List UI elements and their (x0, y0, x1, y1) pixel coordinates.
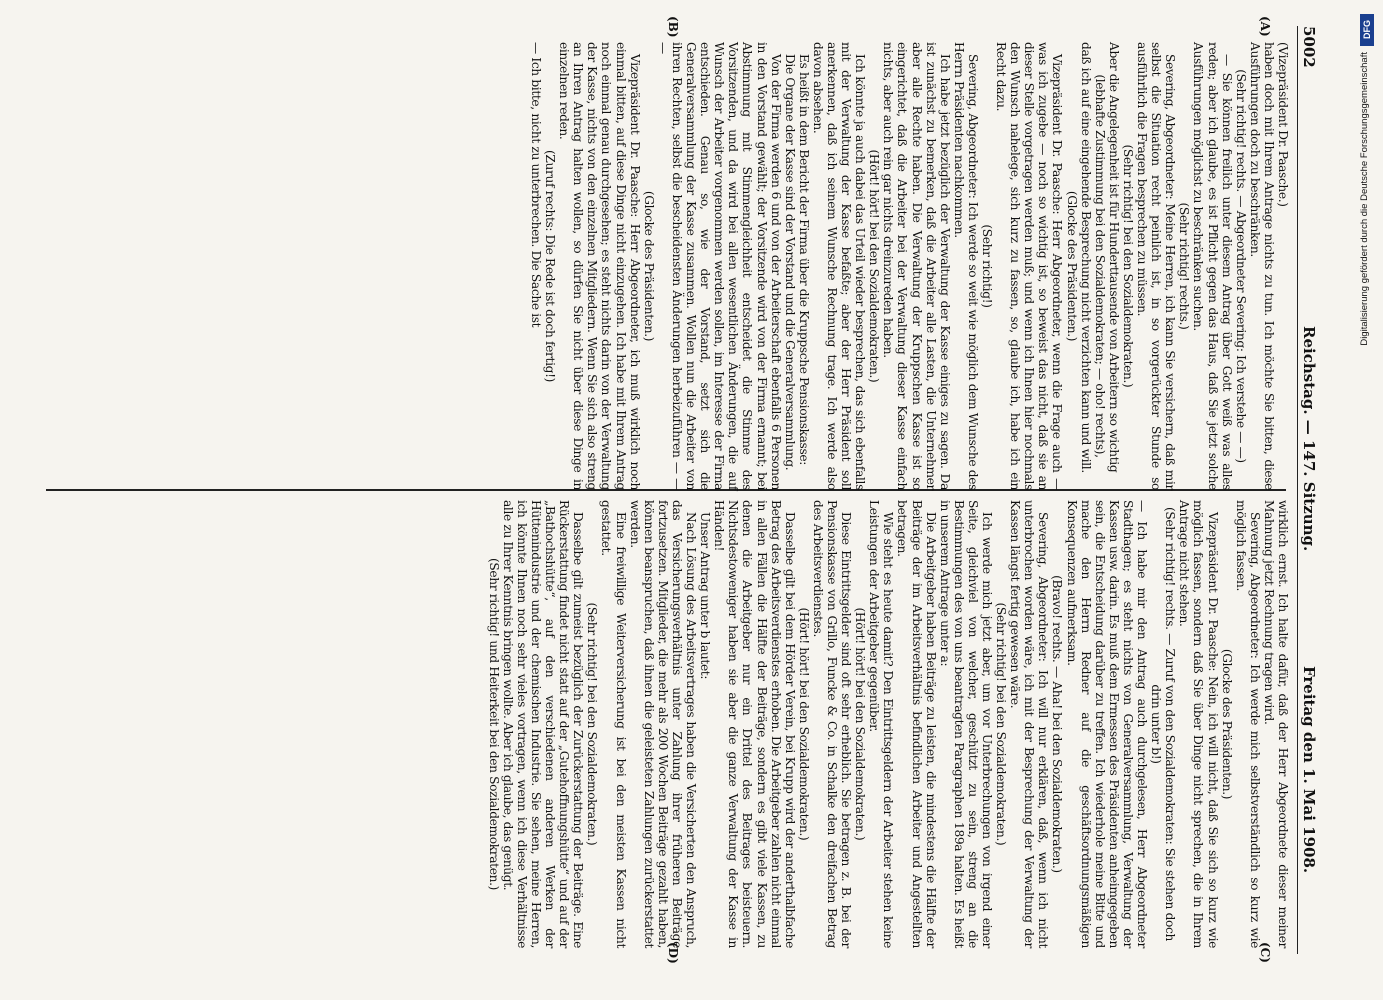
document-page (20, 16, 1320, 964)
paragraph: Von der Firma werden 6 und von der Arbeiterschaft ebenfalls 6 Personen in den Vorstand gewählt; der Vorsitzende wird von der Firma ernannt; bei Abstimmung mit Stimmengleichheit entscheidet die Stimme des Vorsitzenden, und da wird bei allen wesentlichen Änderungen, die auf Wunsch der Arbeiter vorgenommen werden sollen, im Interesse der Firma entschieden. Genau so, wie der Vorstand, setzt sich die Generalversammlung der Kasse zusammen. Wollen nun die Arbeiter von ihren Rechten, selbst die bescheidensten Änderungen herbeizuführen — — — (655, 42, 783, 490)
paragraph: — Ich bitte, nicht zu unterbrechen. Die Sache ist (529, 42, 544, 328)
paragraph: — Sie können freilich unter diesem Antrag über Gott weiß was alles reden; aber ich glaube, es ist Pflicht gegen das Haus, daß Sie jetzt solche Ausführungen möglichst zu beschränken suchen. (1191, 42, 1234, 490)
paragraph: Nach Lösung des Arbeitsvertrages haben die Versicherten den Anspruch, das Versicherungsverhältnis unter Zahlung ihrer früheren Beiträge fortzusetzen. Mitglieder, die mehr als 200 Wochen Beiträge gezahlt haben, können beanspruchen, daß ihnen die geleisteten Zahlungen zurückerstattet werden. (627, 500, 699, 948)
paragraph: — Ich habe mir den Antrag auch durchgelesen, Herr Abgeordneter Stadthagen; es steht nichts von Generalversammlung, Verwaltung der Kassen usw. darin. Es muß dem Ermessen des Präsidenten anheimgegeben sein, die Entscheidung darüber zu treffen. Ich wiederhole meine Bitte und mache den Herrn Redner auf die geschäftsordnungsmäßigen Konsequenzen aufmerksam. (1064, 500, 1150, 948)
paragraph: (Vizepräsident Dr. Paasche.) (1276, 42, 1290, 207)
right-column (487, 500, 1290, 948)
paragraph: (Hört! hört! bei den Sozialdemokraten.) (796, 607, 811, 841)
paragraph: (lebhafte Zustimmung bei den Sozialdemokraten; — oho! rechts), (1092, 74, 1107, 458)
watermark-text: Digitalisierung gefördert durch die Deutsche Forschungsgemeinschaft (1359, 52, 1370, 346)
paragraph: Ich habe jetzt bezüglich der Verwaltung der Kasse einiges zu sagen. Da ist zunächst zu bemerken, daß die Arbeiter alle Lasten, die Unternehmer aber alle Rechte haben. Die Verwaltung der Kruppschen Kasse ist so eingerichtet, daß die Arbeiter bei der Verwaltung dieser Kasse einfach nichts, aber auch rein gar nichts dreinzureden haben. (881, 42, 952, 490)
paragraph: Vizepräsident Dr. Paasche: Herr Abgeordneter, wenn die Frage auch — was ich zugebe — noch so wichtig ist, so beweist das nicht, daß sie an dieser Stelle vorgetragen werden muß; und wenn ich Ihnen hier nochmals den Wunsch nahelege, sich kurz zu fassen, so, glaube ich, habe ich ein Recht dazu. (994, 42, 1065, 490)
page-number: 5002 (1300, 26, 1318, 68)
paragraph: (Sehr richtig! rechts.) (1177, 202, 1192, 330)
margin-marker-c: (C) (1258, 942, 1272, 963)
paragraph: (Hört! hört! bei den Sozialdemokraten.) (867, 149, 882, 383)
paragraph: (Glocke des Präsidenten.) (1064, 190, 1079, 342)
paragraph: Die Organe der Kasse sind der Vorstand und die Generalversammlung. (782, 54, 797, 471)
paragraph: Severing, Abgeordneter: Meine Herren, ich kann Sie versichern, daß mir selbst die Situation recht peinlich ist, in so vorgerückter Stunde so ausführlich die Fragen besprechen zu müssen. (1135, 42, 1178, 490)
paragraph: (Sehr richtig! bei den Sozialdemokraten.) (1120, 144, 1135, 388)
paragraph: Severing, Abgeordneter: Ich will nur erklären, daß, wenn ich nicht unterbrochen worden wäre, ich mit der Besprechung der Verwaltung der Kassen längst fertig gewesen wäre. (1008, 500, 1051, 948)
paragraph: Diese Eintrittsgelder sind oft sehr erheblich. Sie betragen z. B. bei der Pensionskasse von Grillo, Funcke & Co. in Schalke den dreifachen Betrag des Arbeitsverdienstes. (810, 500, 854, 948)
margin-marker-b: (B) (666, 16, 680, 38)
paragraph: (Sehr richtig! rechts. — Abgeordneter Severing: Ich verstehe — —) (1233, 69, 1248, 463)
session-date: Freitag den 1. Mai 1908. (1300, 666, 1318, 874)
margin-marker-a: (A) (1258, 16, 1272, 37)
dfg-logo: DFG (1360, 14, 1374, 46)
paragraph: Dasselbe gilt zumeist bezüglich der Zurückerstattung der Beiträge. Eine Rückerstattung findet nicht statt auf der „Gutehoffnungshütte“ und auf der „Bathochshütte“, auf den verschiedenen anderen Werken der Hüttenindustrie und der chemischen Industrie. Sie sehen, meine Herren, ich könnte Ihnen noch sehr vieles vortragen, wenn ich diese Verhältnisse alle zu Ihrer Kenntnis bringen wollte. Aber ich glaube, das genügt. (500, 500, 586, 948)
paragraph: (Bravo! rechts. — Aha! bei den Sozialdemokraten.) (1050, 575, 1065, 873)
paragraph: Wie steht es heute damit? Den Eintrittsgeldern der Arbeiter stehen keine Leistungen der Arbeitgeber gegenüber. (867, 500, 896, 948)
paragraph: Eine freiwillige Weiterversicherung ist bei den meisten Kassen nicht gestattet. (599, 500, 628, 948)
session-title: Reichstag. — 147. Sitzung. (1300, 326, 1318, 552)
paragraph: Severing, Abgeordneter: Ich werde mich selbstverständlich so kurz wie möglich fassen. (1233, 500, 1262, 948)
paragraph: (Sehr richtig!) (980, 224, 995, 308)
left-column (529, 42, 1290, 490)
digitization-watermark (1354, 8, 1380, 968)
margin-marker-d: (D) (666, 942, 680, 964)
paragraph: Aber die Angelegenheit ist für Hunderttausende von Arbeitern so wichtig (1106, 42, 1121, 473)
paragraph: (Hört! hört! bei den Sozialdemokraten.) (853, 607, 868, 841)
paragraph: (Glocke des Präsidenten.) (1219, 648, 1234, 800)
paragraph: Severing, Abgeordneter: Ich werde so weit wie möglich dem Wunsche des Herrn Präsidenten nachkommen. (951, 42, 980, 490)
paragraph: haben doch mit Ihrem Antrage nichts zu tun. Ich möchte Sie bitten, diese Ausführungen doch zu beschränken. (1247, 42, 1276, 490)
paragraph: Es heißt in dem Bericht der Firma über die Kruppsche Pensionskasse: (796, 54, 811, 465)
paragraph: Vizepräsident Dr. Paasche: Herr Abgeordneter, ich muß wirklich noch einmal bitten, auf diese Dinge nicht einzugehen. Ich habe mit Ihrem Antrag noch einmal genau durchgesehen; es steht nichts darin von der Verwaltung der Kasse, nichts von den einzelnen Mitgliedern. Wenn Sie sich also streng an Ihren Antrag halten wollen, so dürfen Sie nicht über diese Dinge in einzelnen reden. (557, 42, 642, 490)
paragraph: Dasselbe gilt bei dem Hörder Verein, bei Krupp wird der anderthalbfache Betrag des Arbeitsverdienstes erhoben. Die Arbeitgeber zahlen nicht einmal in allen Fällen die Hälfte der Beiträge, sondern es gibt viele Kassen, zu denen die Arbeitgeber nur ein Drittel des Beitrages beisteuern. Nichtsdestoweniger haben sie aber die ganze Verwaltung der Kasse in Händen! (712, 500, 797, 948)
paragraph: Die Arbeitgeber haben Beiträge zu leisten, die mindestens die Hälfte der Beiträge der im Arbeitsverhältnis befindlichen Arbeiter und Angestellten betragen. (895, 500, 938, 948)
paragraph: Unser Antrag unter b lautet: (698, 512, 713, 680)
paragraph: (Sehr richtig! rechts. — Zuruf von den Sozialdemokraten: Sie stehen doch drin unter b!) (1149, 507, 1178, 941)
paragraph: Vizepräsident Dr. Paasche: Nein, ich will nicht, daß Sie sich so kurz wie möglich fassen, sondern daß Sie über Dinge nicht sprechen, die in Ihrem Antrage nicht stehen. (1177, 500, 1220, 948)
page-header (1297, 26, 1320, 954)
paragraph: (Zuruf rechts: Die Rede ist doch fertig!) (543, 149, 558, 383)
paragraph: (Sehr richtig! und Heiterkeit bei den Sozialdemokraten.) (486, 557, 501, 891)
paragraph: (Sehr richtig! bei den Sozialdemokraten.) (585, 602, 600, 846)
paragraph: Ich könnte ja auch dabei das Urteil wieder besprechen, das sich ebenfalls mit der Verwaltung der Kasse befaßte; aber der Herr Präsident soll anerkennen, daß ich seinem Wunsche Rechnung trage. Ich werde also davon absehen. (810, 42, 868, 490)
paragraph: daß ich auf eine eingehende Besprechung nicht verzichten kann und will. (1078, 42, 1093, 473)
paragraph: wirklich ernst. Ich halte dafür, daß der Herr Abgeordnete dieser meiner Mahnung jetzt Rechnung tragen wird. (1261, 500, 1290, 948)
paragraph: (Sehr richtig! bei den Sozialdemokraten.) (994, 602, 1009, 846)
paragraph: (Glocke des Präsidenten.) (641, 190, 656, 342)
paragraph: Ich werde mich jetzt aber, um vor Unterbrechungen von irgend einer Seite, gleichviel von welcher, geschützt zu sein, streng an die Bestimmungen des von uns beantragten Paragraphen 189a halten. Es heißt in unserem Antrage unter a: (937, 500, 995, 948)
